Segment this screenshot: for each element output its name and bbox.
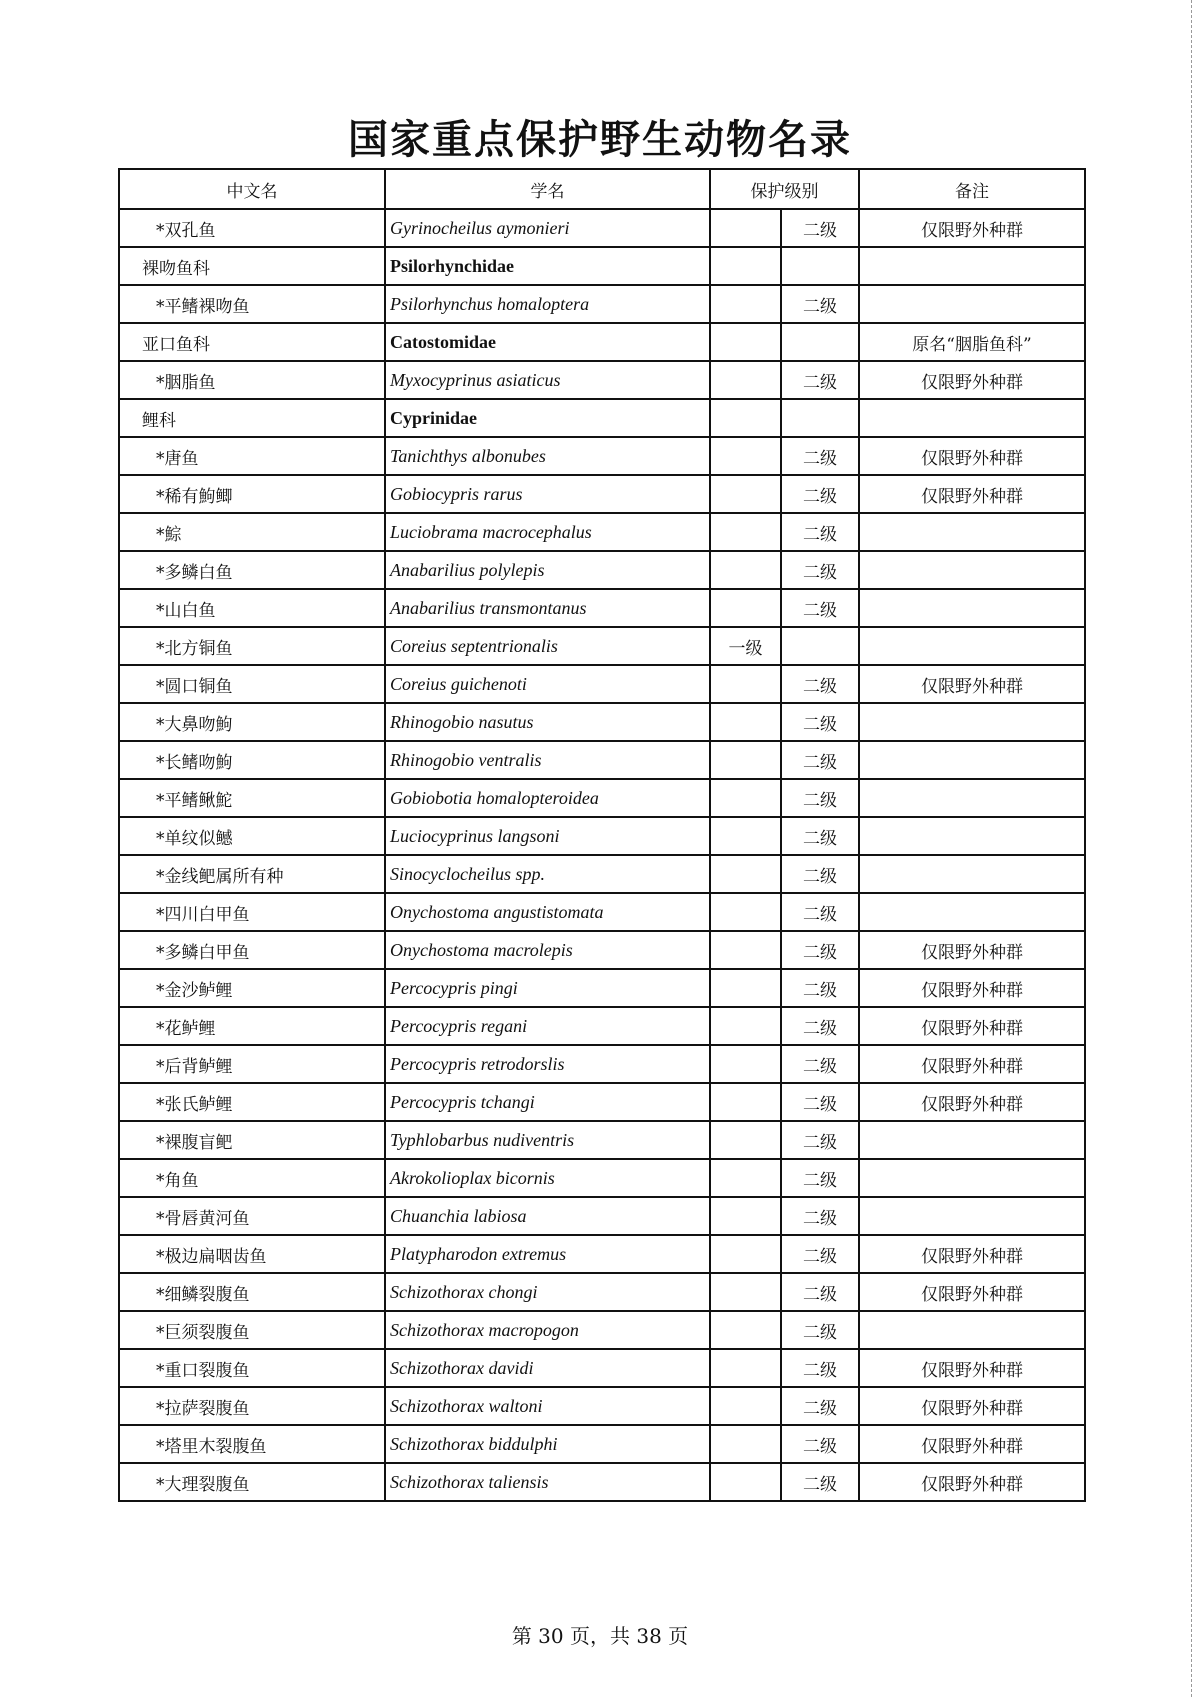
chinese-name-cell: *圆口铜鱼 — [119, 665, 385, 703]
table-row — [119, 817, 1085, 855]
chinese-name-cell: *拉萨裂腹鱼 — [119, 1387, 385, 1425]
chinese-name-cell: *大鼻吻鮈 — [119, 703, 385, 741]
chinese-name-cell: *山白鱼 — [119, 589, 385, 627]
level-first-class-cell — [710, 817, 781, 855]
scientific-name-cell: Schizothorax davidi — [385, 1349, 710, 1387]
level-second-class-cell — [781, 399, 859, 437]
chinese-name-cell: *稀有鮈鲫 — [119, 475, 385, 513]
chinese-name-cell: *四川白甲鱼 — [119, 893, 385, 931]
chinese-name-cell: *长鳍吻鮈 — [119, 741, 385, 779]
scientific-name-cell: Percocypris pingi — [385, 969, 710, 1007]
remarks-cell: 仅限野外种群 — [859, 209, 1085, 247]
level-first-class-cell — [710, 247, 781, 285]
level-first-class-cell — [710, 1197, 781, 1235]
table-row — [119, 855, 1085, 893]
table-row — [119, 1235, 1085, 1273]
scientific-name-cell: Cyprinidae — [385, 399, 710, 437]
chinese-name-cell: 鲤科 — [119, 399, 385, 437]
table-body — [119, 209, 1085, 1501]
level-first-class-cell — [710, 969, 781, 1007]
scientific-name-cell: Onychostoma angustistomata — [385, 893, 710, 931]
level-first-class-cell — [710, 703, 781, 741]
level-second-class-cell — [781, 627, 859, 665]
scientific-name-cell: Schizothorax waltoni — [385, 1387, 710, 1425]
table-row — [119, 209, 1085, 247]
level-first-class-cell — [710, 1349, 781, 1387]
level-first-class-cell — [710, 1007, 781, 1045]
level-second-class-cell: 二级 — [781, 817, 859, 855]
scan-edge-line — [1191, 0, 1192, 1697]
remarks-cell: 仅限野外种群 — [859, 969, 1085, 1007]
chinese-name-cell: *裸腹盲鲃 — [119, 1121, 385, 1159]
level-first-class-cell: 一级 — [710, 627, 781, 665]
scientific-name-cell: Onychostoma macrolepis — [385, 931, 710, 969]
level-second-class-cell: 二级 — [781, 1045, 859, 1083]
scientific-name-cell: Anabarilius transmontanus — [385, 589, 710, 627]
level-second-class-cell: 二级 — [781, 855, 859, 893]
scientific-name-cell: Catostomidae — [385, 323, 710, 361]
header-chinese-name: 中文名 — [119, 169, 385, 209]
family-row — [119, 399, 1085, 437]
scientific-name-cell: Sinocyclocheilus spp. — [385, 855, 710, 893]
remarks-cell — [859, 703, 1085, 741]
level-second-class-cell: 二级 — [781, 513, 859, 551]
level-second-class-cell: 二级 — [781, 1235, 859, 1273]
level-first-class-cell — [710, 1387, 781, 1425]
scientific-name-cell: Psilorhynchidae — [385, 247, 710, 285]
table-row — [119, 361, 1085, 399]
chinese-name-cell: *极边扁咽齿鱼 — [119, 1235, 385, 1273]
remarks-cell: 仅限野外种群 — [859, 1463, 1085, 1501]
family-row — [119, 323, 1085, 361]
level-first-class-cell — [710, 855, 781, 893]
level-first-class-cell — [710, 551, 781, 589]
scientific-name-cell: Psilorhynchus homaloptera — [385, 285, 710, 323]
chinese-name-cell: *角鱼 — [119, 1159, 385, 1197]
level-first-class-cell — [710, 1311, 781, 1349]
chinese-name-cell: *金线鲃属所有种 — [119, 855, 385, 893]
level-second-class-cell: 二级 — [781, 1463, 859, 1501]
level-second-class-cell: 二级 — [781, 779, 859, 817]
table-row — [119, 551, 1085, 589]
table-row — [119, 969, 1085, 1007]
chinese-name-cell: *金沙鲈鲤 — [119, 969, 385, 1007]
level-second-class-cell: 二级 — [781, 475, 859, 513]
scientific-name-cell: Myxocyprinus asiaticus — [385, 361, 710, 399]
header-scientific-name: 学名 — [385, 169, 710, 209]
level-first-class-cell — [710, 323, 781, 361]
table-row — [119, 475, 1085, 513]
chinese-name-cell: *后背鲈鲤 — [119, 1045, 385, 1083]
remarks-cell: 仅限野外种群 — [859, 1425, 1085, 1463]
table-row — [119, 703, 1085, 741]
level-first-class-cell — [710, 1235, 781, 1273]
chinese-name-cell: *胭脂鱼 — [119, 361, 385, 399]
level-second-class-cell: 二级 — [781, 361, 859, 399]
remarks-cell: 仅限野外种群 — [859, 1007, 1085, 1045]
level-first-class-cell — [710, 209, 781, 247]
table-row — [119, 1463, 1085, 1501]
table-row — [119, 1159, 1085, 1197]
level-first-class-cell — [710, 1273, 781, 1311]
remarks-cell: 仅限野外种群 — [859, 665, 1085, 703]
remarks-cell: 仅限野外种群 — [859, 475, 1085, 513]
level-second-class-cell — [781, 247, 859, 285]
level-first-class-cell — [710, 893, 781, 931]
chinese-name-cell: *塔里木裂腹鱼 — [119, 1425, 385, 1463]
table-row — [119, 1045, 1085, 1083]
level-second-class-cell: 二级 — [781, 589, 859, 627]
table-row — [119, 779, 1085, 817]
header-remarks: 备注 — [859, 169, 1085, 209]
level-second-class-cell: 二级 — [781, 1387, 859, 1425]
remarks-cell — [859, 551, 1085, 589]
level-second-class-cell: 二级 — [781, 1273, 859, 1311]
scientific-name-cell: Chuanchia labiosa — [385, 1197, 710, 1235]
table-row — [119, 285, 1085, 323]
chinese-name-cell: 亚口鱼科 — [119, 323, 385, 361]
family-row — [119, 247, 1085, 285]
level-first-class-cell — [710, 1159, 781, 1197]
level-second-class-cell — [781, 323, 859, 361]
level-first-class-cell — [710, 741, 781, 779]
level-first-class-cell — [710, 1425, 781, 1463]
remarks-cell: 仅限野外种群 — [859, 1045, 1085, 1083]
remarks-cell — [859, 893, 1085, 931]
scientific-name-cell: Schizothorax biddulphi — [385, 1425, 710, 1463]
scientific-name-cell: Platypharodon extremus — [385, 1235, 710, 1273]
level-second-class-cell: 二级 — [781, 551, 859, 589]
table-row — [119, 1311, 1085, 1349]
table-row — [119, 627, 1085, 665]
chinese-name-cell: *平鳍鳅鮀 — [119, 779, 385, 817]
level-second-class-cell: 二级 — [781, 893, 859, 931]
table-row — [119, 1197, 1085, 1235]
level-second-class-cell: 二级 — [781, 437, 859, 475]
remarks-cell — [859, 1159, 1085, 1197]
remarks-cell: 原名“胭脂鱼科” — [859, 323, 1085, 361]
chinese-name-cell: 裸吻鱼科 — [119, 247, 385, 285]
level-second-class-cell: 二级 — [781, 285, 859, 323]
remarks-cell: 仅限野外种群 — [859, 361, 1085, 399]
level-second-class-cell: 二级 — [781, 741, 859, 779]
chinese-name-cell: *巨须裂腹鱼 — [119, 1311, 385, 1349]
level-second-class-cell: 二级 — [781, 1159, 859, 1197]
table-row — [119, 665, 1085, 703]
chinese-name-cell: *唐鱼 — [119, 437, 385, 475]
table-row — [119, 589, 1085, 627]
chinese-name-cell: *细鳞裂腹鱼 — [119, 1273, 385, 1311]
remarks-cell — [859, 1121, 1085, 1159]
remarks-cell — [859, 247, 1085, 285]
table-row — [119, 1273, 1085, 1311]
scientific-name-cell: Schizothorax macropogon — [385, 1311, 710, 1349]
table-row — [119, 893, 1085, 931]
remarks-cell — [859, 627, 1085, 665]
remarks-cell: 仅限野外种群 — [859, 1083, 1085, 1121]
level-second-class-cell: 二级 — [781, 1425, 859, 1463]
header-protection-level: 保护级别 — [710, 169, 859, 209]
level-second-class-cell: 二级 — [781, 1083, 859, 1121]
remarks-cell — [859, 855, 1085, 893]
table-row — [119, 1121, 1085, 1159]
scientific-name-cell: Rhinogobio nasutus — [385, 703, 710, 741]
level-first-class-cell — [710, 1045, 781, 1083]
scientific-name-cell: Tanichthys albonubes — [385, 437, 710, 475]
level-first-class-cell — [710, 437, 781, 475]
level-second-class-cell: 二级 — [781, 1007, 859, 1045]
remarks-cell: 仅限野外种群 — [859, 437, 1085, 475]
chinese-name-cell: *花鲈鲤 — [119, 1007, 385, 1045]
chinese-name-cell: *鯮 — [119, 513, 385, 551]
scientific-name-cell: Coreius septentrionalis — [385, 627, 710, 665]
table-row — [119, 741, 1085, 779]
remarks-cell — [859, 1197, 1085, 1235]
remarks-cell: 仅限野外种群 — [859, 1349, 1085, 1387]
table-row — [119, 931, 1085, 969]
chinese-name-cell: *平鳍裸吻鱼 — [119, 285, 385, 323]
scientific-name-cell: Coreius guichenoti — [385, 665, 710, 703]
remarks-cell — [859, 399, 1085, 437]
chinese-name-cell: *大理裂腹鱼 — [119, 1463, 385, 1501]
table-row — [119, 513, 1085, 551]
chinese-name-cell: *北方铜鱼 — [119, 627, 385, 665]
level-first-class-cell — [710, 931, 781, 969]
level-first-class-cell — [710, 1121, 781, 1159]
level-first-class-cell — [710, 399, 781, 437]
remarks-cell: 仅限野外种群 — [859, 1387, 1085, 1425]
level-second-class-cell: 二级 — [781, 931, 859, 969]
remarks-cell — [859, 1311, 1085, 1349]
remarks-cell — [859, 779, 1085, 817]
remarks-cell — [859, 817, 1085, 855]
table-row — [119, 437, 1085, 475]
table-row — [119, 1083, 1085, 1121]
level-second-class-cell: 二级 — [781, 209, 859, 247]
chinese-name-cell: *单纹似鳡 — [119, 817, 385, 855]
remarks-cell — [859, 285, 1085, 323]
table-header-row — [119, 169, 1085, 209]
remarks-cell — [859, 589, 1085, 627]
scientific-name-cell: Luciocyprinus langsoni — [385, 817, 710, 855]
level-first-class-cell — [710, 779, 781, 817]
level-first-class-cell — [710, 285, 781, 323]
level-first-class-cell — [710, 1083, 781, 1121]
level-second-class-cell: 二级 — [781, 1121, 859, 1159]
level-second-class-cell: 二级 — [781, 1197, 859, 1235]
table-row — [119, 1349, 1085, 1387]
level-second-class-cell: 二级 — [781, 969, 859, 1007]
level-second-class-cell: 二级 — [781, 1311, 859, 1349]
table-row — [119, 1425, 1085, 1463]
level-first-class-cell — [710, 475, 781, 513]
table-row — [119, 1007, 1085, 1045]
scientific-name-cell: Typhlobarbus nudiventris — [385, 1121, 710, 1159]
table-row — [119, 1387, 1085, 1425]
remarks-cell — [859, 513, 1085, 551]
scientific-name-cell: Luciobrama macrocephalus — [385, 513, 710, 551]
chinese-name-cell: *重口裂腹鱼 — [119, 1349, 385, 1387]
level-first-class-cell — [710, 665, 781, 703]
level-second-class-cell: 二级 — [781, 703, 859, 741]
scientific-name-cell: Akrokolioplax bicornis — [385, 1159, 710, 1197]
page-title: 国家重点保护野生动物名录 — [348, 116, 852, 163]
remarks-cell — [859, 741, 1085, 779]
level-first-class-cell — [710, 361, 781, 399]
scientific-name-cell: Percocypris regani — [385, 1007, 710, 1045]
remarks-cell: 仅限野外种群 — [859, 1235, 1085, 1273]
scientific-name-cell: Percocypris tchangi — [385, 1083, 710, 1121]
species-table — [118, 168, 1086, 1502]
level-second-class-cell: 二级 — [781, 1349, 859, 1387]
chinese-name-cell: *多鳞白甲鱼 — [119, 931, 385, 969]
scientific-name-cell: Anabarilius polylepis — [385, 551, 710, 589]
level-first-class-cell — [710, 513, 781, 551]
chinese-name-cell: *骨唇黄河鱼 — [119, 1197, 385, 1235]
scientific-name-cell: Schizothorax chongi — [385, 1273, 710, 1311]
level-second-class-cell: 二级 — [781, 665, 859, 703]
scientific-name-cell: Gobiobotia homalopteroidea — [385, 779, 710, 817]
level-first-class-cell — [710, 1463, 781, 1501]
remarks-cell: 仅限野外种群 — [859, 1273, 1085, 1311]
scientific-name-cell: Schizothorax taliensis — [385, 1463, 710, 1501]
remarks-cell: 仅限野外种群 — [859, 931, 1085, 969]
chinese-name-cell: *张氏鲈鲤 — [119, 1083, 385, 1121]
scientific-name-cell: Gobiocypris rarus — [385, 475, 710, 513]
chinese-name-cell: *双孔鱼 — [119, 209, 385, 247]
scientific-name-cell: Percocypris retrodorslis — [385, 1045, 710, 1083]
chinese-name-cell: *多鳞白鱼 — [119, 551, 385, 589]
scientific-name-cell: Rhinogobio ventralis — [385, 741, 710, 779]
level-first-class-cell — [710, 589, 781, 627]
scientific-name-cell: Gyrinocheilus aymonieri — [385, 209, 710, 247]
page-number: 第 30 页，共 38 页 — [511, 1624, 689, 1648]
